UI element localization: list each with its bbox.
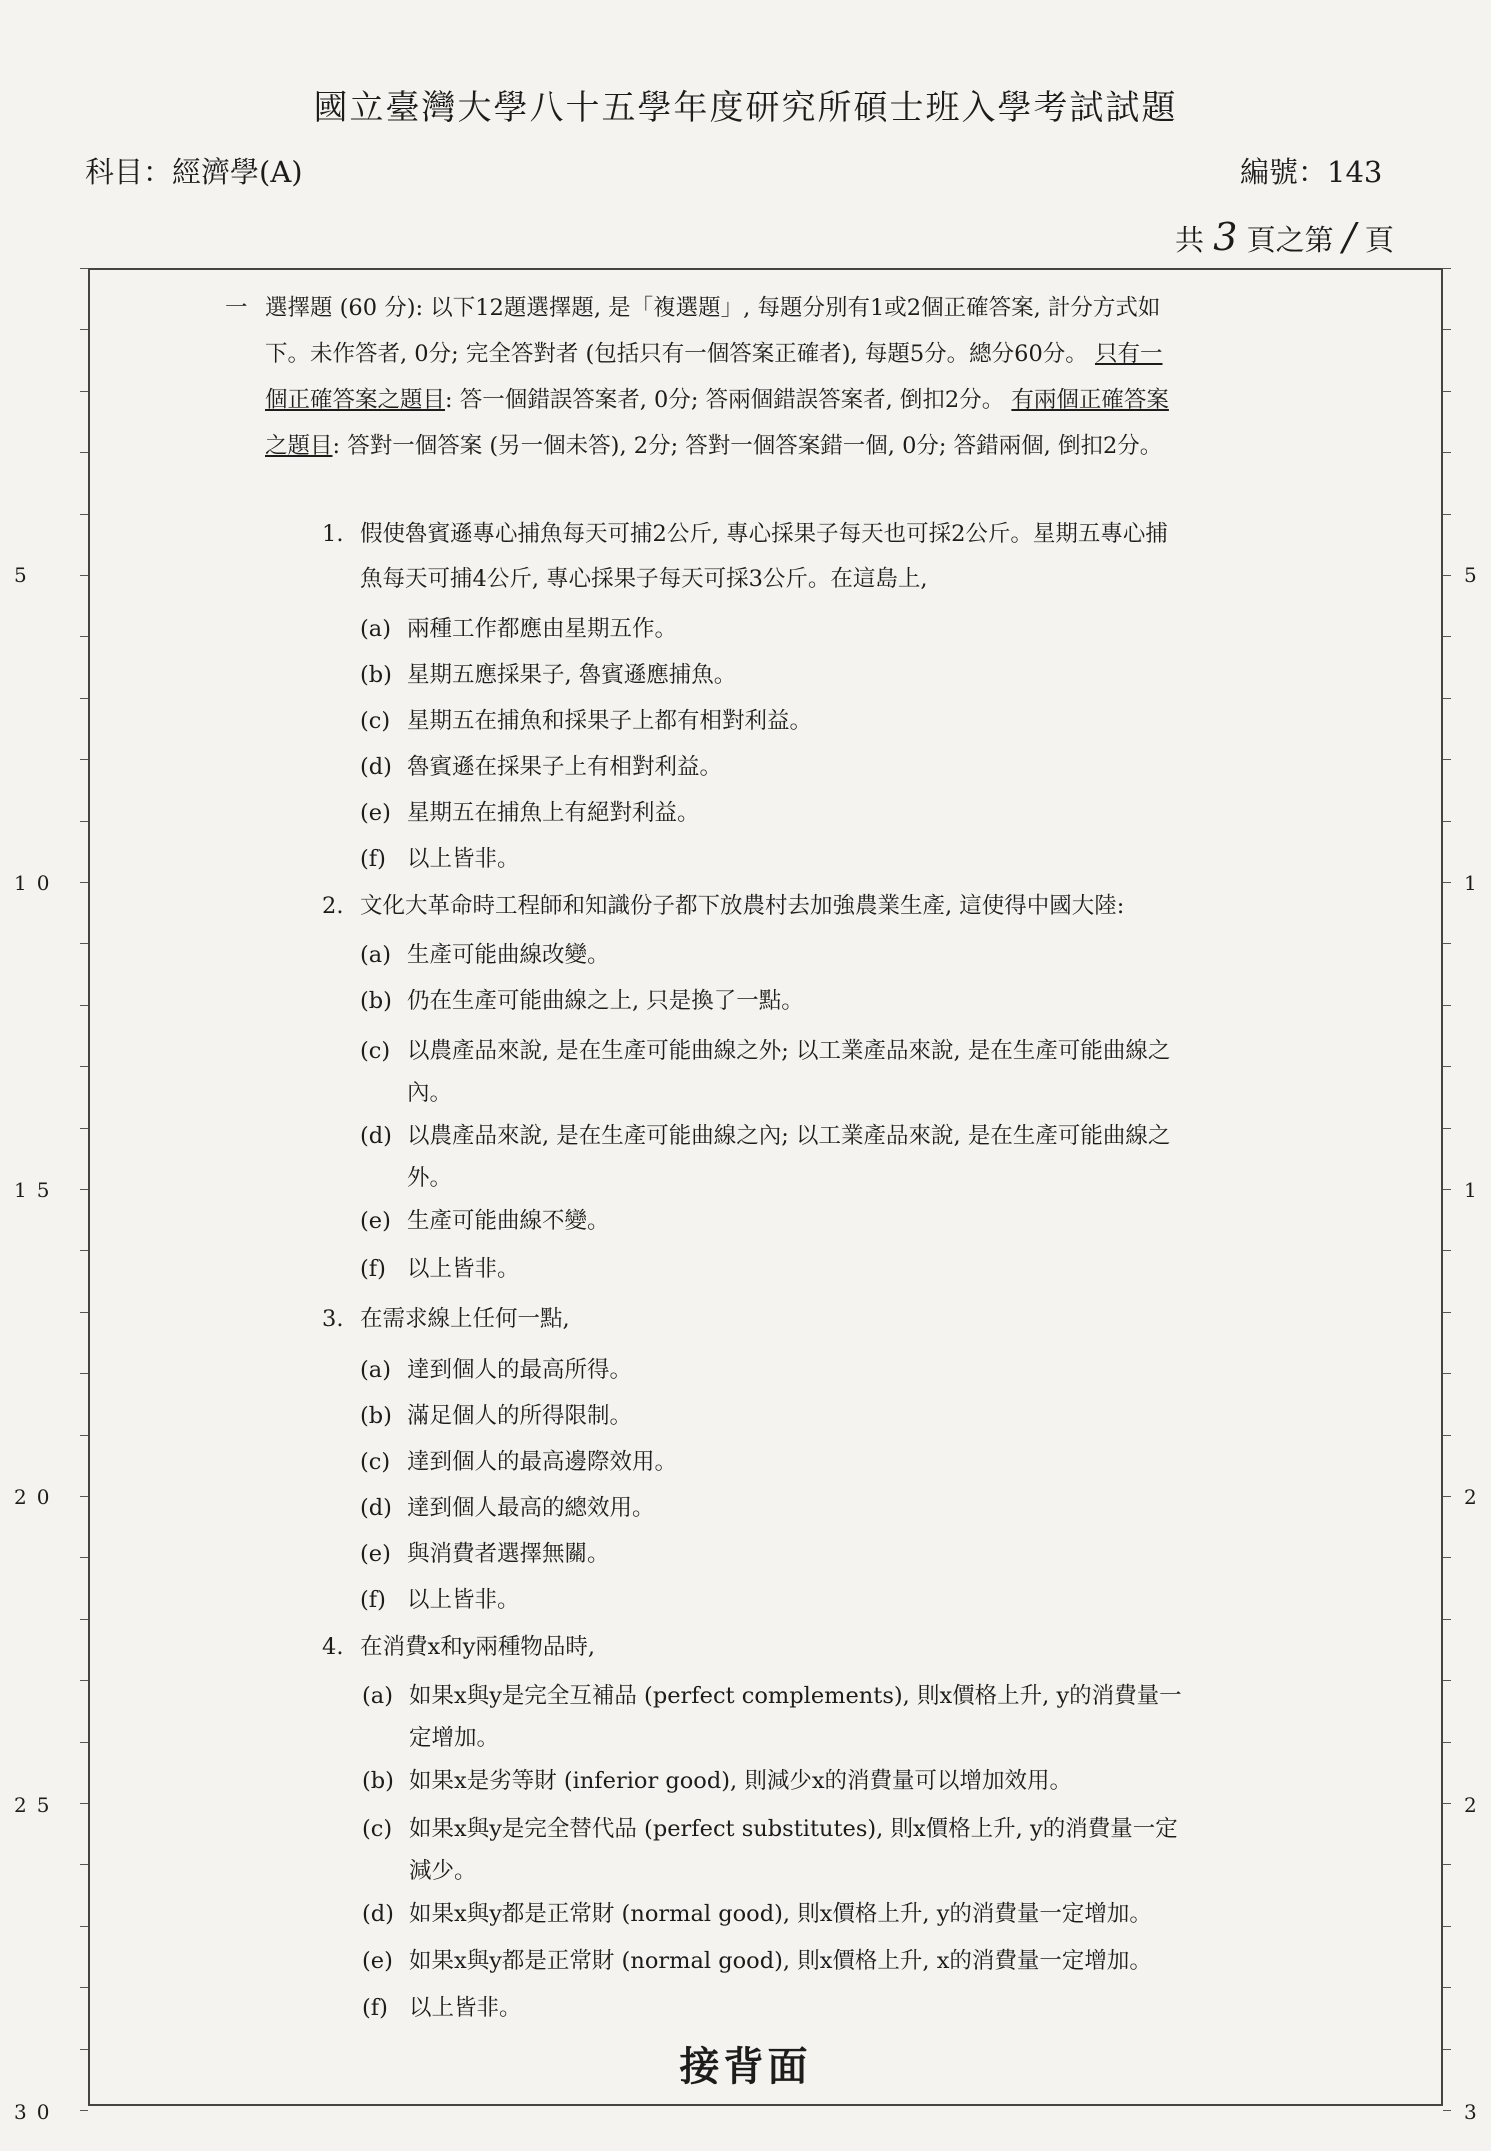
option [360, 1487, 1190, 1529]
option-text: 以上皆非。 [409, 1995, 522, 2021]
exam-title: 國立臺灣大學八十五學年度研究所碩士班入學考試試題 [313, 88, 1178, 128]
option [360, 1248, 1190, 1290]
option-label: (d) [360, 754, 392, 780]
margin-tick [1443, 1189, 1451, 1190]
margin-tick [1443, 268, 1451, 269]
option-text: 與消費者選擇無關。 [407, 1541, 610, 1567]
margin-tick [1443, 1005, 1451, 1006]
question [322, 1297, 1185, 1342]
option-label: (a) [362, 1683, 393, 1709]
margin-tick [1443, 329, 1451, 330]
margin-tick [80, 698, 88, 699]
option [360, 654, 1190, 696]
option [360, 608, 1190, 650]
margin-tick [1443, 1373, 1451, 1374]
margin-tick [1443, 1987, 1451, 1988]
option [360, 838, 1190, 880]
margin-tick [80, 1250, 88, 1251]
margin-tick [1443, 1435, 1451, 1436]
line-number-right: 1 [1464, 871, 1477, 895]
option-label: (e) [360, 1208, 391, 1234]
margin-tick [1443, 1926, 1451, 1927]
section-number: 一 [225, 295, 248, 321]
line-number-left: 15 [14, 1178, 60, 1202]
question-text: 在需求線上任何一點, [360, 1306, 570, 1332]
margin-tick [80, 575, 88, 576]
margin-tick [80, 1312, 88, 1313]
margin-tick [80, 1619, 88, 1620]
option-label: (d) [362, 1901, 394, 1927]
option-label: (c) [360, 1449, 391, 1475]
option-text: 如果x是劣等財 (inferior good), 則減少x的消費量可以增加效用。 [409, 1768, 1073, 1794]
option-label: (a) [360, 616, 391, 642]
margin-tick [80, 1128, 88, 1129]
option-text: 生產可能曲線改變。 [407, 942, 610, 968]
turn-over-note: 接背面 [679, 2043, 812, 2090]
option [362, 1760, 1192, 1802]
subject-label: 科目：經濟學(A) [85, 155, 303, 189]
margin-tick [1443, 575, 1451, 576]
option-text: 以農產品來說, 是在生產可能曲線之內; 以工業產品來說, 是在生產可能曲線之外。 [407, 1123, 1171, 1191]
question-number: 3. [322, 1306, 344, 1332]
option-text: 以上皆非。 [407, 1587, 520, 1613]
margin-tick [80, 452, 88, 453]
option-text: 以農產品來說, 是在生產可能曲線之外; 以工業產品來說, 是在生產可能曲線之內。 [407, 1038, 1171, 1106]
option-label: (d) [360, 1123, 392, 1149]
option [360, 934, 1190, 976]
line-number-left: 25 [14, 1793, 60, 1817]
option-label: (b) [360, 988, 392, 1014]
margin-tick [1443, 1864, 1451, 1865]
page-middle: 頁之第 [1246, 223, 1334, 257]
option-label: (e) [360, 1541, 391, 1567]
margin-tick [1443, 1803, 1451, 1804]
option-label: (c) [360, 1038, 391, 1064]
question [322, 1625, 1185, 1670]
option-label: (b) [360, 1403, 392, 1429]
margin-tick [80, 1742, 88, 1743]
option-text: 星期五在捕魚上有絕對利益。 [407, 800, 700, 826]
option-text: 星期五在捕魚和採果子上都有相對利益。 [407, 708, 813, 734]
option [360, 1579, 1190, 1621]
option-label: (d) [360, 1495, 392, 1521]
option-text: 如果x與y是完全替代品 (perfect substitutes), 則x價格上升, y的消費量一定減少。 [409, 1816, 1178, 1884]
line-number-left: 10 [14, 871, 60, 895]
margin-tick [1443, 759, 1451, 760]
instructions-text: : 答對一個答案 (另一個未答), 2分; 答對一個答案錯一個, 0分; 答錯兩個, 倒扣2分。 [332, 433, 1163, 459]
margin-tick [1443, 1742, 1451, 1743]
option-text: 如果x與y都是正常財 (normal good), 則x價格上升, y的消費量一定增加。 [409, 1901, 1152, 1927]
option [360, 1200, 1190, 1242]
option [362, 1987, 1192, 2029]
option-label: (c) [360, 708, 391, 734]
option [360, 700, 1190, 742]
margin-tick [1443, 698, 1451, 699]
question-text: 假使魯賓遜專心捕魚每天可捕2公斤, 專心採果子每天也可採2公斤。星期五專心捕魚每天可捕4公斤, 專心採果子每天可採3公斤。在這島上, [360, 521, 1168, 592]
page-suffix: 頁 [1364, 223, 1394, 257]
line-number-right: 2 [1464, 1485, 1477, 1509]
margin-tick [80, 943, 88, 944]
margin-tick [1443, 391, 1451, 392]
option-text: 以上皆非。 [407, 846, 520, 872]
margin-tick [80, 1680, 88, 1681]
option-label: (f) [360, 846, 386, 872]
option-text: 魯賓遜在採果子上有相對利益。 [407, 754, 723, 780]
margin-tick [80, 882, 88, 883]
option-text: 達到個人最高的總效用。 [407, 1495, 655, 1521]
margin-tick [1443, 1619, 1451, 1620]
option-label: (c) [362, 1816, 393, 1842]
margin-tick [80, 1189, 88, 1190]
option-label: (b) [362, 1768, 394, 1794]
margin-tick [80, 1803, 88, 1804]
option [362, 1808, 1192, 1892]
line-number-right: 2 [1464, 1793, 1477, 1817]
question-number: 4. [322, 1634, 344, 1660]
option [360, 1349, 1190, 1391]
margin-tick [1443, 1128, 1451, 1129]
option [360, 1533, 1190, 1575]
option-label: (f) [360, 1256, 386, 1282]
margin-tick [80, 1005, 88, 1006]
instructions-underline-single: 只有一個正確答案之題目 [265, 341, 1163, 413]
margin-tick [80, 821, 88, 822]
margin-tick [80, 1926, 88, 1927]
option [360, 1395, 1190, 1437]
option-text: 達到個人的最高邊際效用。 [407, 1449, 678, 1475]
margin-tick [80, 2110, 88, 2111]
instructions-text: 選擇題 (60 分): 以下12題選擇題, 是「複選題」, 每題分別有1或2個正確答案, 計分方式如下。未作答者, 0分; 完全答對者 (包括只有一個答案正確者), 每題5分。總分60分。 [265, 295, 1161, 367]
option [362, 1940, 1192, 1982]
margin-tick [1443, 452, 1451, 453]
option [360, 746, 1190, 788]
option-text: 以上皆非。 [407, 1256, 520, 1282]
option-label: (f) [362, 1995, 388, 2021]
option [360, 1441, 1190, 1483]
page-total: 3 [1213, 215, 1238, 259]
margin-tick [1443, 2110, 1451, 2111]
option-label: (b) [360, 662, 392, 688]
margin-tick [80, 1435, 88, 1436]
margin-tick [80, 1496, 88, 1497]
margin-tick [80, 1864, 88, 1865]
option-text: 星期五應採果子, 魯賓遜應捕魚。 [407, 662, 737, 688]
margin-tick [1443, 1250, 1451, 1251]
margin-tick [1443, 1680, 1451, 1681]
line-number-left: 30 [14, 2100, 60, 2124]
instructions-text: : 答一個錯誤答案者, 0分; 答兩個錯誤答案者, 倒扣2分。 [445, 387, 1005, 413]
margin-tick [80, 759, 88, 760]
margin-tick [80, 1987, 88, 1988]
margin-tick [1443, 943, 1451, 944]
margin-tick [1443, 882, 1451, 883]
line-number-left: 5 [14, 563, 37, 587]
question-text: 在消費x和y兩種物品時, [360, 1634, 596, 1660]
margin-tick [80, 1066, 88, 1067]
question-number: 2. [322, 893, 344, 919]
option-text: 達到個人的最高所得。 [407, 1357, 633, 1383]
line-number-right: 5 [1464, 563, 1477, 587]
page-current: / [1342, 215, 1356, 259]
option-text: 仍在生產可能曲線之上, 只是換了一點。 [407, 988, 804, 1014]
option-text: 滿足個人的所得限制。 [407, 1403, 633, 1429]
page-prefix: 共 [1175, 223, 1205, 257]
line-number-right: 1 [1464, 1178, 1477, 1202]
margin-tick [80, 514, 88, 515]
option [362, 1675, 1192, 1759]
option-text: 兩種工作都應由星期五作。 [407, 616, 678, 642]
question-text: 文化大革命時工程師和知識份子都下放農村去加強農業生產, 這使得中國大陸: [360, 893, 1125, 919]
margin-tick [80, 1557, 88, 1558]
margin-tick [80, 329, 88, 330]
section-instructions [225, 285, 1170, 469]
option-label: (a) [360, 942, 391, 968]
margin-tick [1443, 821, 1451, 822]
margin-tick [80, 391, 88, 392]
question [322, 512, 1185, 602]
page-indicator [1175, 215, 1394, 259]
line-number-right: 3 [1464, 2100, 1477, 2124]
option [360, 1030, 1190, 1114]
option-label: (a) [360, 1357, 391, 1383]
question-number: 1. [322, 521, 344, 547]
option [360, 1115, 1190, 1199]
margin-tick [1443, 1312, 1451, 1313]
option [360, 980, 1190, 1022]
margin-tick [1443, 1557, 1451, 1558]
margin-tick [1443, 636, 1451, 637]
option-text: 如果x與y是完全互補品 (perfect complements), 則x價格上升, y的消費量一定增加。 [409, 1683, 1182, 1751]
option-text: 生產可能曲線不變。 [407, 1208, 610, 1234]
margin-tick [1443, 1496, 1451, 1497]
margin-tick [1443, 514, 1451, 515]
margin-tick [80, 1373, 88, 1374]
option-label: (e) [362, 1948, 393, 1974]
option-label: (e) [360, 800, 391, 826]
exam-code: 編號：143 [1240, 155, 1383, 189]
option [360, 792, 1190, 834]
margin-tick [80, 268, 88, 269]
question [322, 884, 1185, 929]
margin-tick [80, 636, 88, 637]
line-number-left: 20 [14, 1485, 60, 1509]
margin-tick [1443, 1066, 1451, 1067]
option [362, 1893, 1192, 1935]
option-label: (f) [360, 1587, 386, 1613]
option-text: 如果x與y都是正常財 (normal good), 則x價格上升, x的消費量一定增加。 [409, 1948, 1152, 1974]
instructions-underline-double: 有兩個正確答案之題目 [265, 387, 1169, 459]
